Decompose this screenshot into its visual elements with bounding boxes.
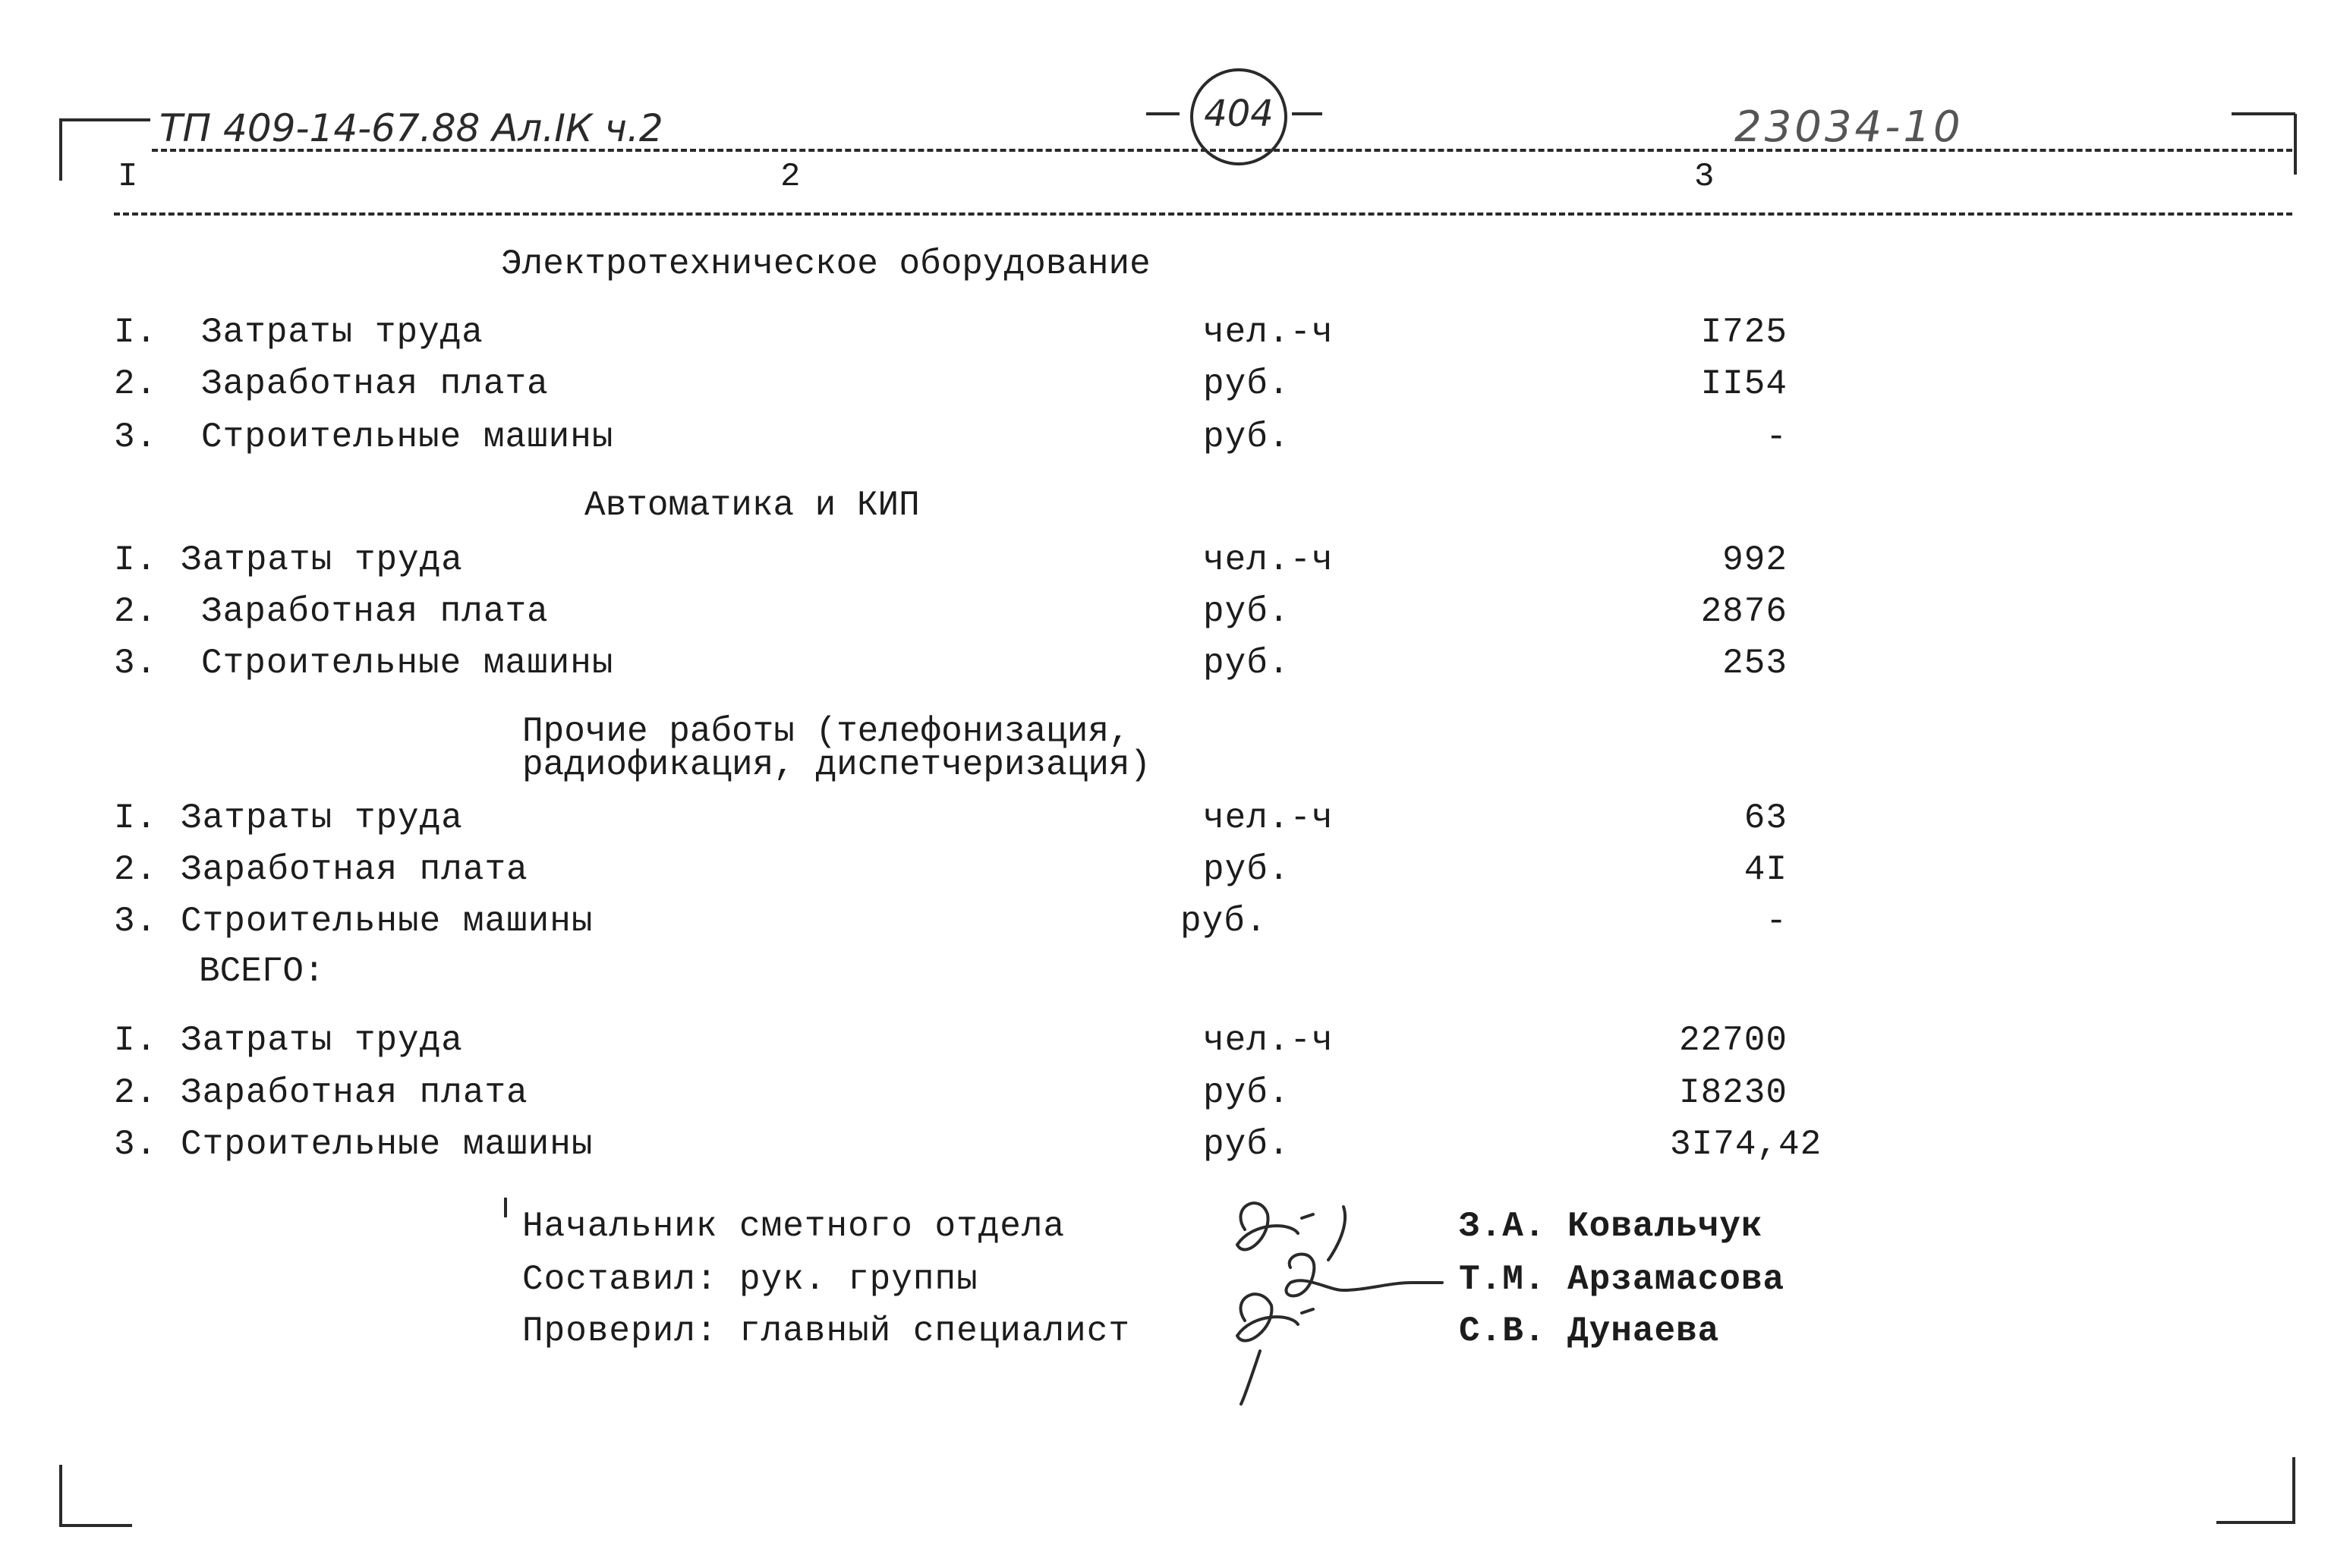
column-number-3: 3 [1694,158,1715,196]
row-value: - [1766,902,1788,941]
row-name: Затраты труда [181,1021,463,1060]
page-number: 404 [1204,93,1274,135]
row-name: Заработная плата [181,850,528,889]
page-number-dash-right [1292,112,1322,115]
row-name: Строительные машины [201,417,614,457]
section-title-automation: Автоматика и КИП [584,486,920,525]
frame-top-dashed [152,149,2292,152]
row-name: Затраты труда [181,540,463,580]
column-number-2: 2 [780,158,801,196]
row-unit: чел.-ч [1203,1021,1334,1060]
row-name: Строительные машины [181,1125,594,1164]
row-value: 253 [1722,644,1788,683]
row-unit: руб. [1203,592,1290,631]
signature-person: З.А. Ковальчук [1459,1207,1763,1246]
row-name: Затраты труда [181,798,463,838]
frame-right-tick [2294,114,2297,175]
row-unit: руб. [1203,1073,1290,1113]
row-value: 992 [1722,540,1788,580]
section-title-other-line1: Прочие работы (телефонизация, [522,712,1130,751]
row-number: 2. [114,364,158,404]
frame-bottom-left-horizontal [59,1524,132,1527]
section-title-other-line2: радиофикация, диспетчеризация) [522,745,1151,785]
row-number: 3. [114,417,158,457]
row-name: Заработная плата [181,1073,528,1113]
row-number: I. [114,540,158,580]
row-number: I. [114,313,158,352]
row-name: Заработная плата [201,592,549,631]
row-number: 2. [114,850,158,889]
row-unit: руб. [1203,850,1290,889]
row-unit: руб. [1180,902,1268,941]
signature-person: С.В. Дунаева [1459,1311,1720,1351]
signature-scribble-2 [1286,1255,1442,1296]
row-number: I. [114,1021,158,1060]
row-unit: руб. [1203,1125,1290,1164]
signature-role: Проверил: главный специалист [522,1311,1130,1351]
signature-person: Т.М. Арзамасова [1459,1260,1785,1299]
signature-scribble-1 [1237,1203,1345,1260]
row-number: I. [114,798,158,838]
section-title-total: ВСЕГО: [199,952,325,991]
signature-tick [504,1198,507,1217]
signature-scribble-3 [1237,1294,1313,1404]
row-unit: руб. [1203,644,1290,683]
row-unit: чел.-ч [1203,313,1334,352]
inventory-number: 23034-10 [1734,102,1964,152]
row-number: 2. [114,592,158,631]
row-value: I725 [1700,313,1788,352]
row-value: 2876 [1700,592,1788,631]
signature-role: Составил: рук. группы [522,1260,978,1299]
row-unit: руб. [1203,417,1290,457]
row-value: 4I [1744,850,1788,889]
handwritten-signatures [1199,1176,1473,1434]
row-value: II54 [1700,364,1788,404]
row-value: - [1766,417,1788,457]
frame-bottom-left-vertical [59,1465,62,1525]
row-name: Затраты труда [201,313,484,352]
row-name: Строительные машины [201,644,614,683]
row-name: Заработная плата [201,364,549,404]
column-number-1: I [118,158,138,196]
row-number: 3. [114,1125,158,1164]
frame-top-right [2232,112,2295,115]
signature-role: Начальник сметного отдела [522,1207,1066,1246]
row-unit: чел.-ч [1203,540,1334,580]
section-title-electrical: Электротехническое оборудование [501,244,1151,284]
frame-top-left [59,118,150,121]
row-number: 3. [114,902,158,941]
header-separator [114,213,2292,216]
row-value: 63 [1744,798,1788,838]
frame-bottom-right-vertical [2292,1457,2295,1524]
frame-bottom-right-horizontal [2216,1521,2295,1524]
row-value: I8230 [1678,1073,1788,1113]
frame-left-tick [59,120,62,181]
page-number-dash-left [1146,112,1180,115]
document-code: ТП 409-14-67.88 Ал.IК ч.2 [159,106,663,150]
row-name: Строительные машины [181,902,594,941]
row-value: 3I74,42 [1670,1125,1822,1164]
row-number: 3. [114,644,158,683]
row-number: 2. [114,1073,158,1113]
row-unit: чел.-ч [1203,798,1334,838]
row-value: 22700 [1678,1021,1788,1060]
row-unit: руб. [1203,364,1290,404]
